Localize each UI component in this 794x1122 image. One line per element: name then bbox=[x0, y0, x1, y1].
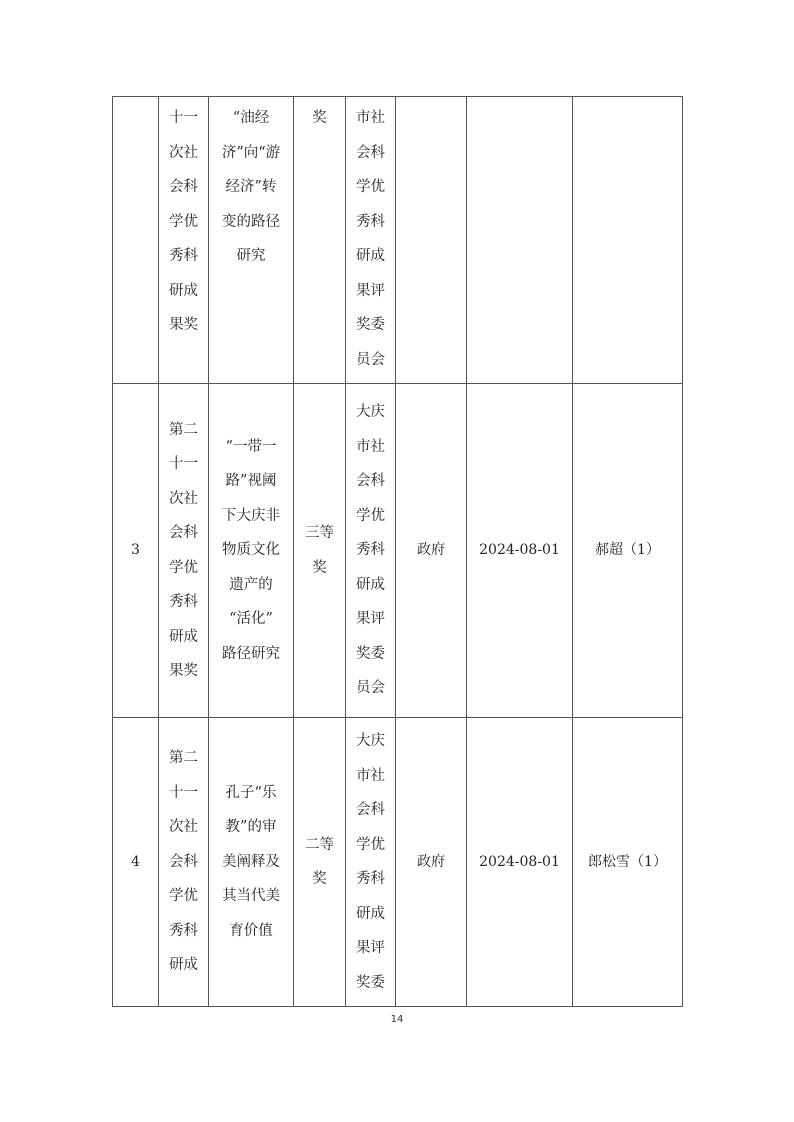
achievement-title-cell bbox=[209, 718, 294, 1007]
cell-line: 十一 bbox=[169, 784, 198, 801]
issuer-cell bbox=[346, 384, 396, 718]
cell-line: 次社 bbox=[169, 144, 198, 161]
page-number: 14 bbox=[390, 1014, 404, 1025]
issuer-cell bbox=[346, 718, 396, 1007]
cell-line: 路径研究 bbox=[222, 645, 280, 662]
cell-line: 奖 bbox=[312, 110, 327, 126]
cell-line: 果评 bbox=[356, 611, 385, 628]
cell-line: 孔子“乐 bbox=[225, 784, 277, 801]
cell-line: 其当代美 bbox=[222, 888, 280, 905]
cell-line: 二等 bbox=[305, 836, 334, 853]
date-cell bbox=[467, 718, 573, 1007]
achievement-title-cell bbox=[209, 384, 294, 718]
author-cell bbox=[573, 718, 683, 1007]
cell-line: 学优 bbox=[356, 836, 385, 853]
cell-line: 研成 bbox=[356, 576, 385, 593]
issuer-cell bbox=[346, 97, 396, 384]
cell-line: 员会 bbox=[356, 351, 385, 368]
cell-line: 奖委 bbox=[356, 974, 385, 991]
cell-line: 秀科 bbox=[169, 922, 198, 939]
category-cell bbox=[396, 718, 467, 1007]
cell-line: 果奖 bbox=[169, 317, 198, 333]
category-cell-text: 政府 bbox=[417, 853, 445, 870]
cell-line: 员会 bbox=[356, 680, 385, 697]
cell-line: 会科 bbox=[356, 473, 385, 490]
cell-line: 果奖 bbox=[169, 663, 198, 679]
award-name-cell bbox=[159, 718, 209, 1007]
cell-line: 会科 bbox=[169, 525, 198, 541]
cell-line: 变的路径 bbox=[221, 213, 280, 230]
date-cell bbox=[467, 97, 573, 384]
cell-line: 研究 bbox=[236, 248, 266, 264]
cell-line: 会科 bbox=[169, 179, 198, 195]
category-cell bbox=[396, 384, 467, 718]
cell-line: 果评 bbox=[356, 282, 385, 299]
author-cell bbox=[573, 384, 683, 718]
index-cell bbox=[113, 384, 159, 718]
index-cell-text: 4 bbox=[131, 853, 140, 870]
cell-line: 学优 bbox=[169, 888, 198, 905]
achievement-title-cell bbox=[209, 97, 294, 384]
cell-line: 果评 bbox=[356, 940, 385, 956]
cell-line: 十一 bbox=[169, 456, 198, 472]
award-name-cell bbox=[159, 384, 209, 718]
cell-line: 下大庆非 bbox=[222, 507, 280, 524]
cell-line: 学优 bbox=[356, 507, 385, 524]
cell-line: 第二 bbox=[169, 421, 198, 438]
index-cell bbox=[113, 97, 159, 384]
cell-line: 会科 bbox=[356, 802, 385, 818]
cell-line: 会科 bbox=[356, 144, 385, 161]
date-cell-text: 2024-08-01 bbox=[479, 853, 560, 870]
table-row bbox=[113, 718, 683, 1007]
category-cell-text: 政府 bbox=[417, 542, 445, 559]
cell-line: 十一 bbox=[169, 110, 198, 126]
cell-line: 学优 bbox=[356, 179, 385, 195]
cell-line: 次社 bbox=[169, 819, 198, 836]
cell-line: 奖委 bbox=[356, 317, 385, 333]
cell-line: 秀科 bbox=[356, 871, 385, 887]
cell-line: 研成 bbox=[356, 248, 385, 264]
cell-line: “一带一 bbox=[225, 438, 277, 455]
cell-line: 第二 bbox=[169, 750, 198, 767]
cell-line: 经济”转 bbox=[225, 179, 277, 195]
cell-line: 美阐释及 bbox=[222, 853, 280, 870]
date-cell bbox=[467, 384, 573, 718]
cell-line: 市社 bbox=[356, 110, 385, 126]
cell-line: 大庆 bbox=[356, 404, 385, 421]
cell-line: 秀科 bbox=[169, 594, 198, 610]
cell-line: 奖 bbox=[312, 559, 327, 576]
table-row bbox=[113, 97, 683, 384]
cell-line: 学优 bbox=[169, 213, 198, 230]
award-name-cell bbox=[159, 97, 209, 384]
cell-line: “活化” bbox=[229, 611, 273, 628]
cell-line: 遗产的 bbox=[229, 576, 273, 593]
table-row bbox=[113, 384, 683, 718]
cell-line: 物质文化 bbox=[222, 542, 280, 559]
cell-line: 育价值 bbox=[229, 922, 273, 939]
date-cell-text: 2024-08-01 bbox=[479, 542, 560, 559]
category-cell bbox=[396, 97, 467, 384]
cell-line: 研成 bbox=[169, 628, 198, 645]
awards-table bbox=[112, 96, 683, 1007]
cell-line: 研成 bbox=[356, 905, 385, 922]
cell-line: 研成 bbox=[169, 957, 198, 974]
cell-line: 研成 bbox=[169, 282, 198, 299]
cell-line: 市社 bbox=[356, 438, 385, 455]
cell-line: 会科 bbox=[169, 853, 198, 870]
award-level-cell bbox=[294, 97, 346, 384]
cell-line: 秀科 bbox=[356, 542, 385, 559]
award-level-cell bbox=[294, 718, 346, 1007]
index-cell bbox=[113, 718, 159, 1007]
cell-line: 路”视阈 bbox=[225, 473, 277, 490]
cell-line: 济”向“游 bbox=[221, 144, 281, 161]
cell-line: 大庆 bbox=[356, 733, 385, 749]
cell-line: 三等 bbox=[305, 525, 334, 541]
cell-line: 市社 bbox=[356, 767, 385, 784]
cell-line: 学优 bbox=[169, 559, 198, 576]
award-level-cell bbox=[294, 384, 346, 718]
author-cell-text: 郎松雪（1） bbox=[588, 853, 667, 870]
cell-line: 奖 bbox=[312, 871, 327, 887]
author-cell-text: 郝超（1） bbox=[595, 542, 660, 559]
cell-line: 次社 bbox=[169, 490, 198, 507]
cell-line: 秀科 bbox=[169, 248, 198, 264]
table-body bbox=[113, 97, 683, 1007]
index-cell-text: 3 bbox=[131, 542, 140, 559]
cell-line: “油经 bbox=[232, 110, 270, 126]
author-cell bbox=[573, 97, 683, 384]
cell-line: 奖委 bbox=[356, 645, 385, 662]
cell-line: 秀科 bbox=[356, 213, 385, 230]
cell-line: 教”的审 bbox=[225, 819, 277, 836]
